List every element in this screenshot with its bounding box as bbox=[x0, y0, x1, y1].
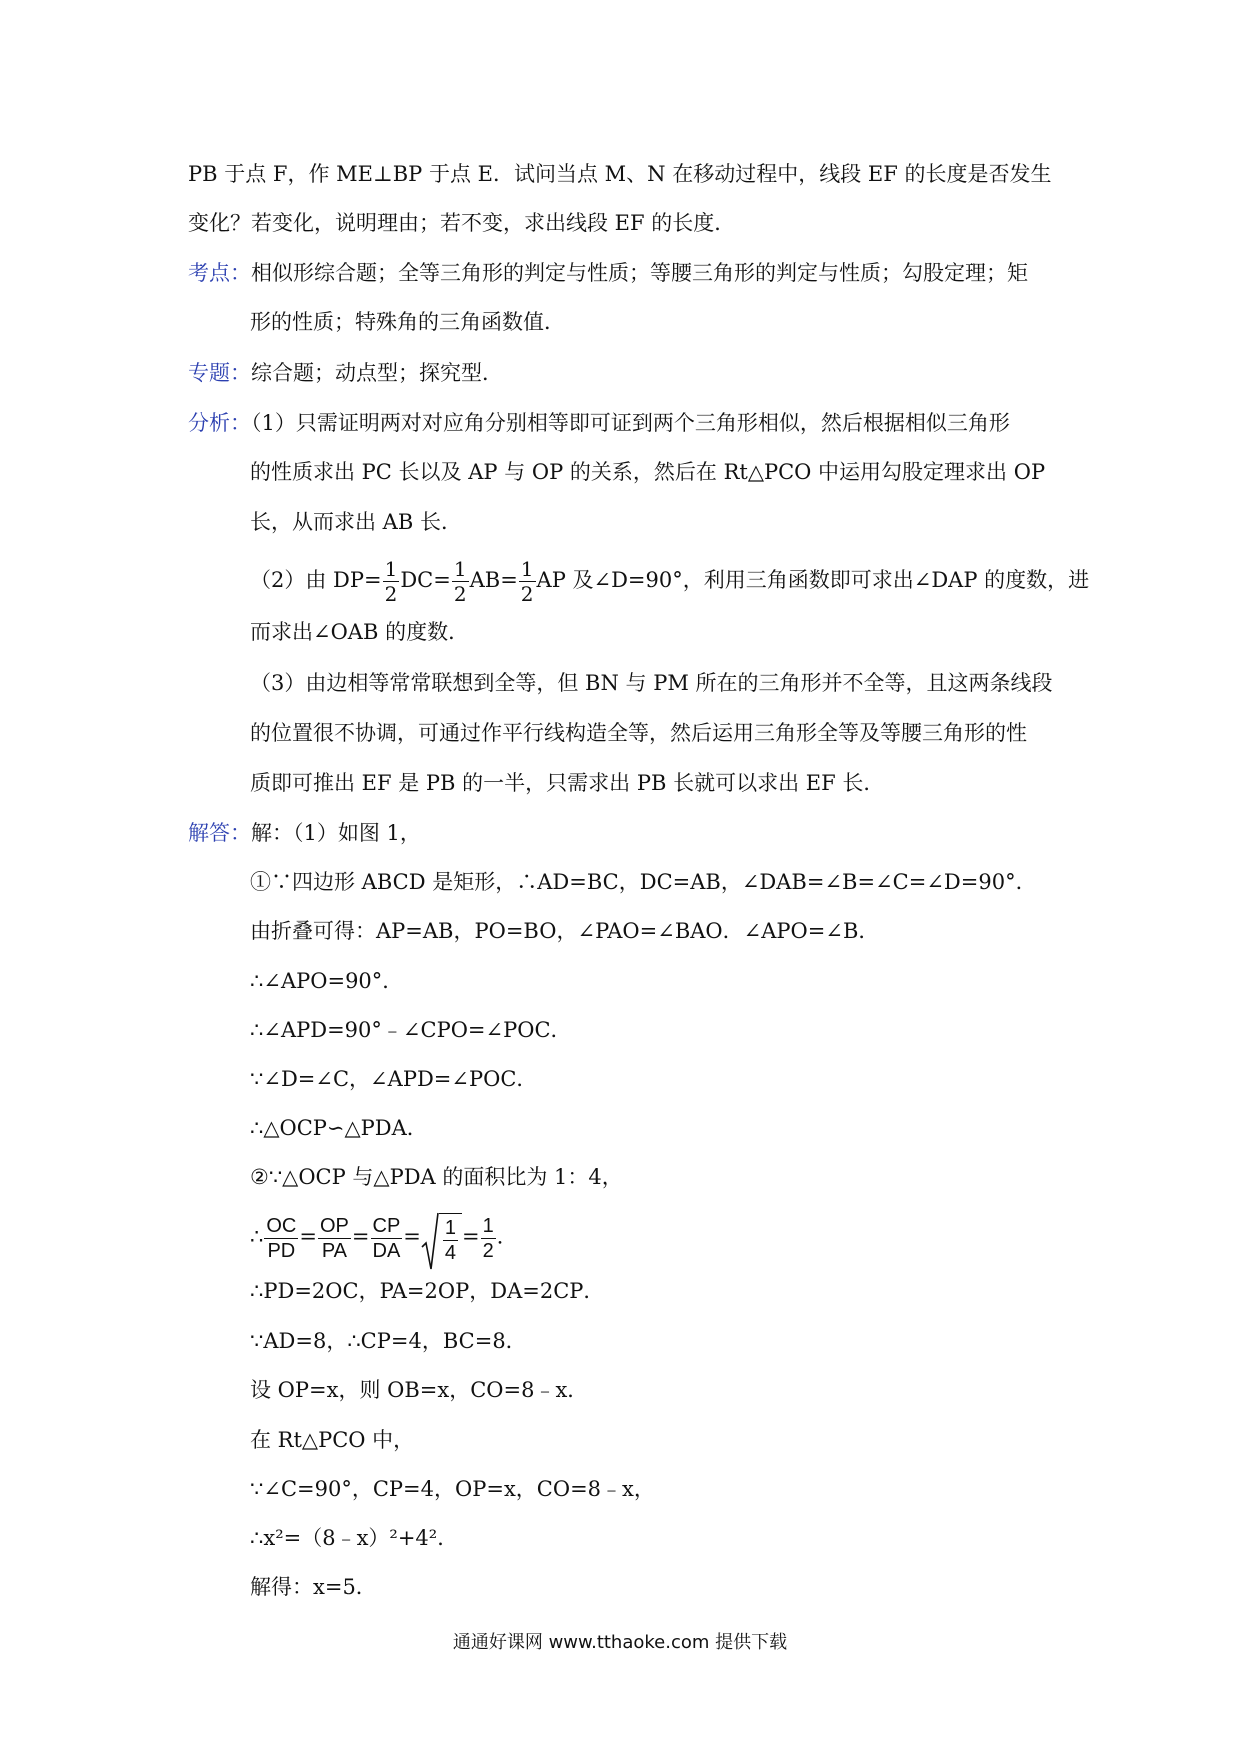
fraction-denominator: 2 bbox=[384, 582, 398, 606]
text-line: ∴∠APD=90°﹣∠CPO=∠POC． bbox=[250, 1018, 572, 1042]
text-line: ∵AD=8，∴CP=4，BC=8． bbox=[250, 1329, 527, 1353]
radicand bbox=[439, 1213, 462, 1263]
fraction-numerator: 1 bbox=[520, 557, 534, 581]
equals-sign: = bbox=[299, 1224, 317, 1249]
text-segment: DC= bbox=[400, 568, 451, 592]
text-line: 而求出∠OAB 的度数． bbox=[250, 620, 470, 644]
fenxi-label: 分析： bbox=[188, 411, 251, 435]
text-line: 的性质求出 PC 长以及 AP 与 OP 的关系，然后在 Rt△PCO 中运用勾股定理求出 OP bbox=[250, 460, 1046, 484]
fraction-denominator: 2 bbox=[520, 582, 534, 606]
fraction-numerator: 1 bbox=[482, 1214, 494, 1237]
text-line: 形的性质；特殊角的三角函数值． bbox=[250, 310, 565, 334]
fraction bbox=[371, 1216, 403, 1261]
text-line: 质即可推出 EF 是 PB 的一半，只需求出 PB 长就可以求出 EF 长． bbox=[250, 771, 885, 795]
text-line: ①∵四边形 ABCD 是矩形，∴AD=BC，DC=AB，∠DAB=∠B=∠C=∠D=90°． bbox=[250, 870, 1037, 894]
fraction-numerator: OP bbox=[319, 1214, 349, 1237]
text-line: 由折叠可得：AP=AB，PO=BO，∠PAO=∠BAO．∠APO=∠B． bbox=[250, 919, 880, 943]
text-segment: （2）由 DP= bbox=[250, 568, 382, 592]
text-line: PB 于点 F，作 ME⊥BP 于点 E．试问当点 M、N 在移动过程中，线段 EF 的长度是否发生 bbox=[188, 162, 1052, 186]
text-line: ∴PD=2OC，PA=2OP，DA=2CP． bbox=[250, 1279, 605, 1303]
fraction-denominator: PA bbox=[321, 1239, 348, 1262]
text-line: ∵∠D=∠C，∠APD=∠POC． bbox=[250, 1067, 538, 1091]
fraction-denominator: PD bbox=[267, 1239, 296, 1262]
fenxi-row bbox=[188, 408, 1010, 438]
text-line: ②∵△OCP 与△PDA 的面积比为 1：4， bbox=[250, 1165, 623, 1189]
period: ． bbox=[496, 1224, 518, 1249]
fraction bbox=[519, 559, 536, 604]
ratio-equation-line bbox=[250, 1213, 518, 1263]
kaodian-label: 考点： bbox=[188, 261, 251, 285]
zhuanti-label: 专题： bbox=[188, 361, 251, 385]
text-line: ∵∠C=90°，CP=4，OP=x，CO=8﹣x， bbox=[250, 1477, 655, 1501]
fraction-numerator: CP bbox=[372, 1214, 401, 1237]
kaodian-row bbox=[188, 258, 1028, 288]
fraction-denominator: 4 bbox=[444, 1242, 457, 1264]
fraction bbox=[443, 1218, 458, 1263]
fraction-numerator: 1 bbox=[384, 557, 398, 581]
radical-sign-icon bbox=[421, 1207, 439, 1271]
fenxi-text: （1）只需证明两对对应角分别相等即可证到两个三角形相似，然后根据相似三角形 bbox=[251, 411, 1010, 435]
fraction-numerator: OC bbox=[266, 1214, 297, 1237]
therefore-symbol: ∴ bbox=[250, 1224, 264, 1249]
text-segment: AB= bbox=[469, 568, 518, 592]
equals-sign: = bbox=[403, 1224, 421, 1249]
text-line: 的位置很不协调，可通过作平行线构造全等，然后运用三角形全等及等腰三角形的性 bbox=[250, 721, 1027, 745]
page-footer: 通通好课网 www.tthaoke.com 提供下载 bbox=[452, 1632, 788, 1653]
fraction bbox=[452, 559, 469, 604]
fraction-denominator: 2 bbox=[453, 582, 467, 606]
fraction-numerator: 1 bbox=[444, 1217, 457, 1239]
square-root bbox=[421, 1213, 462, 1263]
text-line: ∴x²=（8﹣x）²+4²． bbox=[250, 1526, 459, 1550]
fraction bbox=[318, 1216, 351, 1261]
text-line: 在 Rt△PCO 中， bbox=[250, 1428, 415, 1452]
jieda-text: 解：（1）如图 1， bbox=[251, 821, 421, 845]
fraction bbox=[264, 1216, 298, 1261]
text-segment: AP 及∠D=90°，利用三角函数即可求出∠DAP 的度数，进 bbox=[536, 568, 1090, 592]
text-line: 变化？若变化，说明理由；若不变，求出线段 EF 的长度． bbox=[188, 211, 736, 235]
equals-sign: = bbox=[462, 1224, 480, 1249]
kaodian-text: 相似形综合题；全等三角形的判定与性质；等腰三角形的判定与性质；勾股定理；矩 bbox=[251, 261, 1028, 285]
fraction bbox=[383, 559, 400, 604]
text-line: 设 OP=x，则 OB=x，CO=8﹣x． bbox=[250, 1378, 589, 1402]
text-line: 长，从而求出 AB 长． bbox=[250, 510, 462, 534]
jieda-label: 解答： bbox=[188, 821, 251, 845]
text-line: ∴∠APO=90°． bbox=[250, 969, 404, 993]
fraction-denominator: DA bbox=[372, 1239, 401, 1262]
equals-sign: = bbox=[351, 1224, 370, 1249]
zhuanti-row bbox=[188, 358, 503, 388]
text-line: ∴△OCP∽△PDA． bbox=[250, 1116, 428, 1140]
fraction bbox=[481, 1216, 496, 1261]
jieda-row bbox=[188, 818, 421, 848]
fraction-denominator: 2 bbox=[482, 1239, 494, 1262]
fraction-line bbox=[250, 559, 1089, 604]
text-line: 解得：x=5． bbox=[250, 1575, 377, 1599]
fraction-numerator: 1 bbox=[453, 557, 467, 581]
zhuanti-text: 综合题；动点型；探究型． bbox=[251, 361, 503, 385]
text-line: （3）由边相等常常联想到全等，但 BN 与 PM 所在的三角形并不全等，且这两条线段 bbox=[250, 671, 1053, 695]
